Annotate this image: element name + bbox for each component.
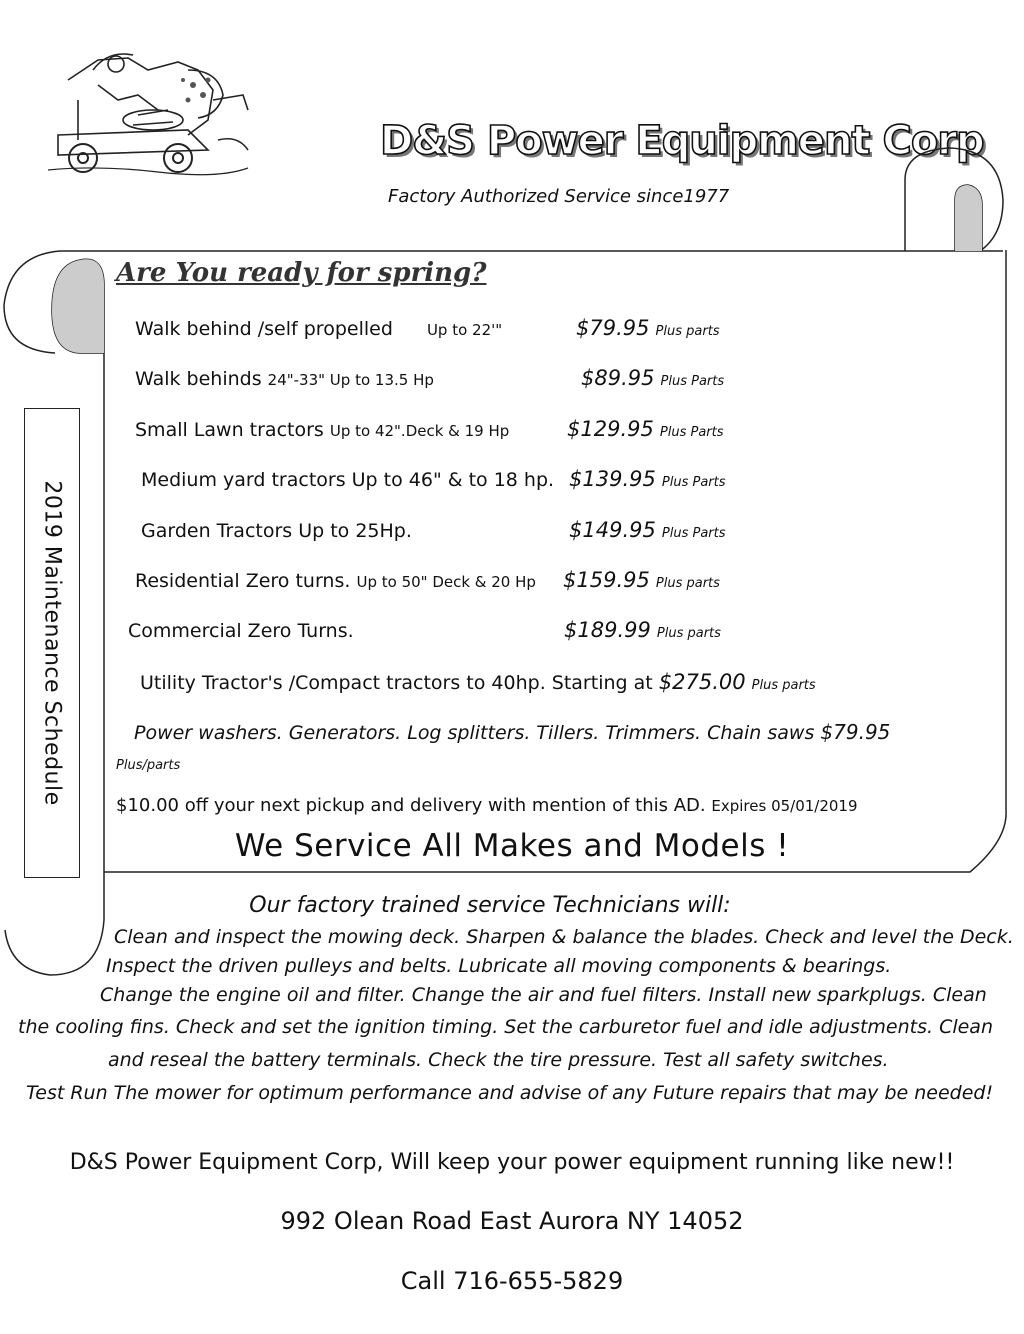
sidebar-label: 2019 Maintenance Schedule [39, 480, 65, 806]
technician-task-line: Change the engine oil and filter. Change the air and fuel filters. Install new sparkplugs. Clean [100, 984, 987, 1006]
footer-slogan: D&S Power Equipment Corp, Will keep your power equipment running like new!! [69, 1150, 955, 1175]
utility-price: $275.00 [658, 670, 746, 694]
service-name: Walk behind /self propelled [135, 318, 393, 340]
technician-task-line: Clean and inspect the mowing deck. Sharpen & balance the blades. Check and level the Deck. [114, 926, 1014, 948]
technician-task-line: Test Run The mower for optimum performance and advise of any Future repairs that may be needed! [26, 1082, 994, 1104]
small-equipment-text: Power washers. Generators. Log splitters. Tillers. Trimmers. Chain saws [134, 722, 815, 744]
utility-row [140, 670, 816, 694]
footer-address: 992 Olean Road East Aurora NY 14052 [280, 1207, 744, 1235]
service-note: Plus Parts [659, 425, 724, 440]
service-price: $189.99 [564, 618, 651, 642]
service-price: $79.95 [576, 316, 650, 340]
service-name: Garden Tractors Up to 25Hp. [141, 520, 412, 542]
service-note: Plus parts [655, 324, 720, 339]
small-equipment-price: $79.95 [820, 720, 891, 744]
service-note: Plus Parts [661, 526, 726, 541]
service-price: $139.95 [569, 467, 656, 491]
service-row [141, 469, 554, 491]
service-price: $89.95 [581, 366, 655, 390]
service-row [141, 520, 412, 542]
service-name: Small Lawn tractors [135, 419, 324, 441]
service-price-group [576, 316, 720, 340]
service-note: Plus Parts [660, 374, 725, 389]
service-price: $159.95 [563, 568, 650, 592]
footer-phone: Call 716-655-5829 [400, 1267, 624, 1295]
promo-line [116, 795, 858, 816]
technician-task-line: the cooling fins. Check and set the ignition timing. Set the carburetor fuel and idle adjustments. Clean [18, 1016, 993, 1038]
technician-task-line: and reseal the battery terminals. Check the tire pressure. Test all safety switches. [108, 1049, 889, 1071]
small-equipment-note-row [116, 752, 180, 774]
service-name: Commercial Zero Turns. [128, 620, 354, 642]
service-price-group [569, 467, 726, 491]
maintenance-schedule-sidebar [24, 408, 80, 878]
company-logo-text: D&S Power Equipment Corp [380, 118, 984, 164]
service-price: $149.95 [569, 518, 656, 542]
service-spec: Up to 50" Deck & 20 Hp [356, 573, 536, 591]
small-equipment-note: Plus/parts [116, 758, 181, 773]
promo-text: $10.00 off your next pickup and delivery with mention of this AD. [116, 795, 706, 816]
service-price-group [569, 518, 726, 542]
service-price: $129.95 [567, 417, 654, 441]
small-equipment-row [134, 720, 890, 744]
service-name: Medium yard tractors Up to 46" & to 18 hp. [141, 469, 555, 491]
service-spec: 24"-33" Up to 13.5 Hp [267, 371, 434, 389]
utility-text: Utility Tractor's /Compact tractors to 40hp. Starting at [140, 672, 653, 694]
service-price-group [564, 618, 721, 642]
service-row [128, 620, 354, 642]
service-row [135, 570, 536, 592]
utility-note: Plus parts [751, 678, 816, 693]
service-spec: Up to 42".Deck & 19 Hp [329, 422, 510, 440]
service-all-makes: We Service All Makes and Models ! [234, 828, 790, 864]
promo-expires: Expires 05/01/2019 [711, 797, 858, 815]
service-name: Walk behinds [135, 368, 262, 390]
service-price-group [563, 568, 720, 592]
service-name: Residential Zero turns. [135, 570, 351, 592]
technicians-heading: Our factory trained service Technicians will: [249, 893, 731, 918]
service-note: Plus parts [655, 576, 720, 591]
service-note: Plus Parts [661, 475, 726, 490]
tagline: Factory Authorized Service since1977 [388, 186, 730, 207]
service-price-group [567, 417, 724, 441]
service-row [135, 368, 434, 390]
service-price-group [581, 366, 724, 390]
service-row [135, 318, 502, 340]
service-row [135, 419, 509, 441]
spring-heading: Are You ready for spring? [116, 258, 487, 288]
technician-task-line: Inspect the driven pulleys and belts. Lubricate all moving components & bearings. [106, 955, 892, 977]
service-note: Plus parts [656, 626, 721, 641]
service-spec: Up to 22'" [426, 321, 503, 339]
